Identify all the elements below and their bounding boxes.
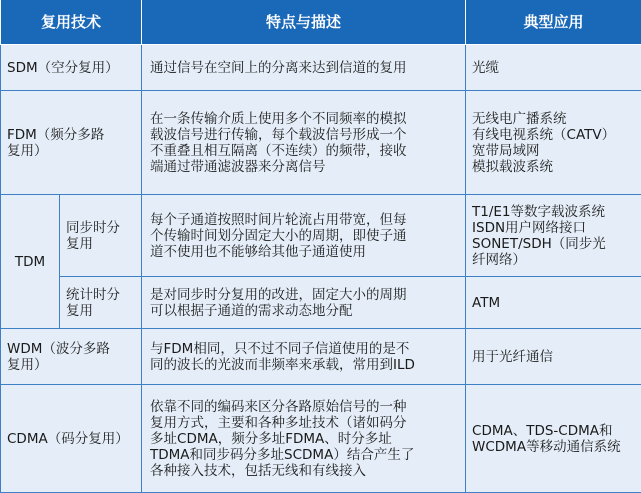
description-line: 同的波长的光波而非频率来承载，常用到ILD: [150, 357, 457, 373]
application-line: T1/E1等数字载波系统: [472, 204, 635, 220]
description-line: 与FDM相同，只不过不同子信道使用的是不: [150, 341, 457, 357]
table-row-tdm-stat: [1, 277, 641, 329]
application-line: ATM: [472, 295, 635, 311]
application-line: ISDN用户网络接口: [472, 220, 635, 236]
header-application: 典型应用: [466, 0, 641, 45]
application-sync-tdm: [466, 195, 641, 277]
application-line: 模拟载波系统: [472, 159, 635, 175]
application-line: SONET/SDH（同步光: [472, 236, 635, 252]
application-line: 无线电广播系统: [472, 111, 635, 127]
table-row-fdm: [1, 91, 641, 195]
table-row-cdma: [1, 385, 641, 493]
header-row: [1, 0, 641, 45]
subtechnique-line: 统计时分: [66, 287, 135, 303]
application-fdm: [466, 91, 641, 195]
description-sync-tdm: [142, 195, 466, 277]
description-line: 是对同步时分复用的改进，固定大小的周期: [150, 287, 457, 303]
description-line: 可以根据子通道的需求动态地分配: [150, 303, 457, 319]
subtechnique-sync-tdm: [60, 195, 142, 277]
application-cdma: [466, 385, 641, 493]
description-line: 多址CDMA，频分多址FDMA、时分多址: [150, 431, 457, 447]
application-wdm: [466, 329, 641, 385]
technique-wdm: [1, 329, 142, 385]
description-line: 各种接入技术，包括无线和有线接入: [150, 463, 457, 479]
technique-line: FDM（频分多路: [7, 127, 135, 143]
application-line: 纤网络）: [472, 252, 635, 268]
application-line: 宽带局域网: [472, 143, 635, 159]
description-stat-tdm: [142, 277, 466, 329]
application-line: WCDMA等移动通信系统: [472, 439, 635, 455]
description-line: 端通过带通滤波器来分离信号: [150, 159, 457, 175]
header-description: 特点与描述: [142, 0, 466, 45]
description-line: 通过信号在空间上的分离来达到信道的复用: [150, 60, 457, 76]
subtechnique-line: 复用: [66, 236, 135, 252]
description-line: TDMA和同步码分多址SCDMA）结合产生了: [150, 447, 457, 463]
table-row-wdm: [1, 329, 641, 385]
description-sdm: [142, 45, 466, 91]
description-line: 复用方式，主要和各种多址技术（诸如码分: [150, 415, 457, 431]
technique-cdma: CDMA（码分复用）: [1, 385, 142, 493]
application-line: CDMA、TDS-CDMA和: [472, 423, 635, 439]
technique-line: 复用）: [7, 143, 135, 159]
technique-sdm: SDM（空分复用）: [1, 45, 142, 91]
table-row-tdm-sync: [1, 195, 641, 277]
description-line: 个传输时间划分固定大小的周期，即使子通: [150, 228, 457, 244]
technique-line: 复用）: [7, 357, 135, 373]
technique-line: WDM（波分多路: [7, 341, 135, 357]
description-wdm: [142, 329, 466, 385]
description-line: 载波信号进行传输，每个载波信号形成一个: [150, 127, 457, 143]
table-row-sdm: [1, 45, 641, 91]
description-fdm: [142, 91, 466, 195]
application-line: 有线电视系统（CATV）: [472, 127, 635, 143]
description-cdma: [142, 385, 466, 493]
subtechnique-line: 复用: [66, 303, 135, 319]
description-line: 每个子通道按照时间片轮流占用带宽，但每: [150, 212, 457, 228]
description-line: 依靠不同的编码来区分各路原始信号的一种: [150, 399, 457, 415]
application-line: 用于光纤通信: [472, 349, 635, 365]
technique-fdm: [1, 91, 142, 195]
description-line: 不重叠且相互隔离（不连续）的频带，接收: [150, 143, 457, 159]
description-line: 道不使用也不能够给其他子通道使用: [150, 244, 457, 260]
description-line: 在一条传输介质上使用多个不同频率的模拟: [150, 111, 457, 127]
application-stat-tdm: [466, 277, 641, 329]
application-sdm: [466, 45, 641, 91]
header-technique: 复用技术: [1, 0, 142, 45]
technique-tdm: TDM: [1, 195, 60, 329]
application-line: 光缆: [472, 60, 635, 76]
subtechnique-line: 同步时分: [66, 220, 135, 236]
subtechnique-stat-tdm: [60, 277, 142, 329]
